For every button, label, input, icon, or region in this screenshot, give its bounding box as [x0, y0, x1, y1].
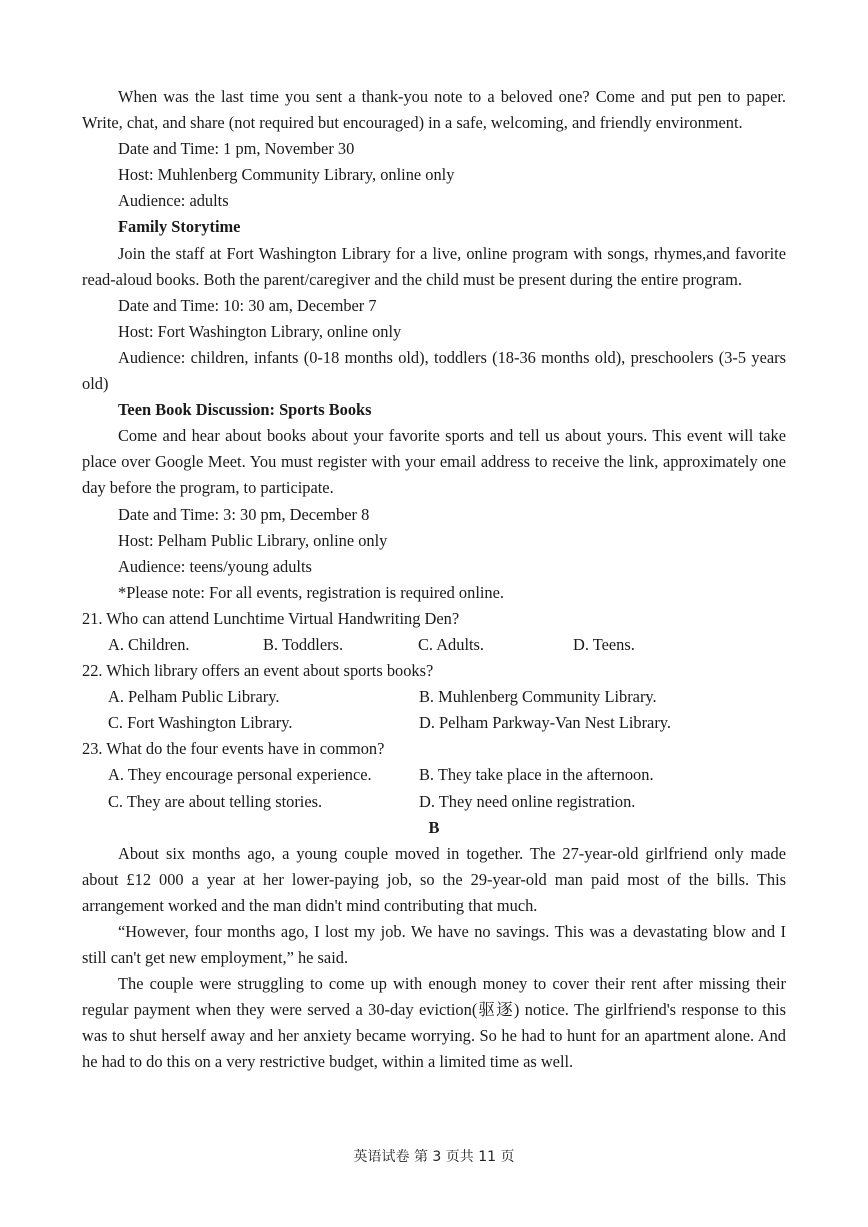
page-footer: 英语试卷 第 3 页共 11 页: [353, 1149, 515, 1165]
question-23-option-d: D. They need online registration.: [419, 791, 636, 811]
section-b-paragraph-3: The couple were struggling to come up with enough money to cover their rent after missing their regular payment when they were served a 30-day eviction(驱逐) notice. The girlfriend's response to this was to shut herself away and her anxiety became worrying. So he had to hunt for an apartment alone. And he had to do this on a very restrictive budget, within a limited time as well.: [82, 974, 786, 1072]
event-2-host: Host: Fort Washington Library, online only: [118, 321, 402, 341]
event-1-date: Date and Time: 1 pm, November 30: [118, 139, 355, 159]
event-2-description: Join the staff at Fort Washington Library for a live, online program with songs, rhymes,and favorite read-aloud books. Both the parent/caregiver and the child must be present during the entire program.: [82, 243, 786, 289]
event-1-host: Host: Muhlenberg Community Library, online only: [118, 165, 455, 185]
section-b-heading: B: [428, 817, 440, 837]
question-23-option-b: B. They take place in the afternoon.: [419, 765, 654, 785]
question-21-option-c: C. Adults.: [418, 634, 485, 654]
question-23-options-row-2: [82, 789, 786, 815]
question-22-option-a: A. Pelham Public Library.: [108, 687, 280, 707]
event-2-audience: Audience: children, infants (0-18 months old), toddlers (18-36 months old), preschoolers (3-5 years old): [82, 347, 786, 394]
question-21-option-a: A. Children.: [108, 634, 190, 654]
question-22-option-b: B. Muhlenberg Community Library.: [419, 687, 657, 707]
event-3-description: Come and hear about books about your favorite sports and tell us about yours. This event will take place over Google Meet. You must register with your email address to receive the link, approximately one day before the program, to participate.: [82, 426, 786, 498]
question-22-option-c: C. Fort Washington Library.: [108, 713, 293, 733]
event-3-audience: Audience: teens/young adults: [118, 556, 312, 576]
question-22-options-row-1: [82, 684, 786, 710]
question-21-options: [82, 632, 786, 658]
question-21-option-b: B. Toddlers.: [263, 634, 344, 654]
question-23-option-a: A. They encourage personal experience.: [108, 765, 372, 785]
question-22-option-d: D. Pelham Parkway-Van Nest Library.: [419, 713, 672, 733]
event-3-host: Host: Pelham Public Library, online only: [118, 530, 388, 550]
document-page: [82, 84, 786, 1076]
question-23-options-row-1: [82, 762, 786, 788]
event-3-date: Date and Time: 3: 30 pm, December 8: [118, 504, 370, 524]
event-3-title: Teen Book Discussion: Sports Books: [118, 400, 372, 420]
event-2-title: Family Storytime: [118, 217, 241, 237]
question-21-stem: 21. Who can attend Lunchtime Virtual Handwriting Den?: [82, 608, 460, 628]
question-23-stem: 23. What do the four events have in common?: [82, 739, 385, 759]
event-1-description: When was the last time you sent a thank-you note to a beloved one? Come and put pen to paper. Write, chat, and share (not required but encouraged) in a safe, welcoming, and friendly environment.: [82, 87, 786, 133]
question-23-option-c: C. They are about telling stories.: [108, 791, 323, 811]
question-21-option-d: D. Teens.: [573, 634, 635, 654]
section-b-paragraph-1: About six months ago, a young couple moved in together. The 27-year-old girlfriend only made about £12 000 a year at her lower-paying job, so the 29-year-old man paid most of the bills. This arrangement worked and the man didn't mind contributing that much.: [82, 843, 786, 915]
event-1-audience: Audience: adults: [118, 191, 229, 211]
question-22-options-row-2: [82, 710, 786, 736]
registration-note: *Please note: For all events, registration is required online.: [118, 582, 504, 602]
question-22-stem: 22. Which library offers an event about sports books?: [82, 661, 434, 681]
section-b-paragraph-2: “However, four months ago, I lost my job. We have no savings. This was a devastating blow and I still can't get new employment,” he said.: [82, 922, 786, 968]
event-2-date: Date and Time: 10: 30 am, December 7: [118, 295, 377, 315]
